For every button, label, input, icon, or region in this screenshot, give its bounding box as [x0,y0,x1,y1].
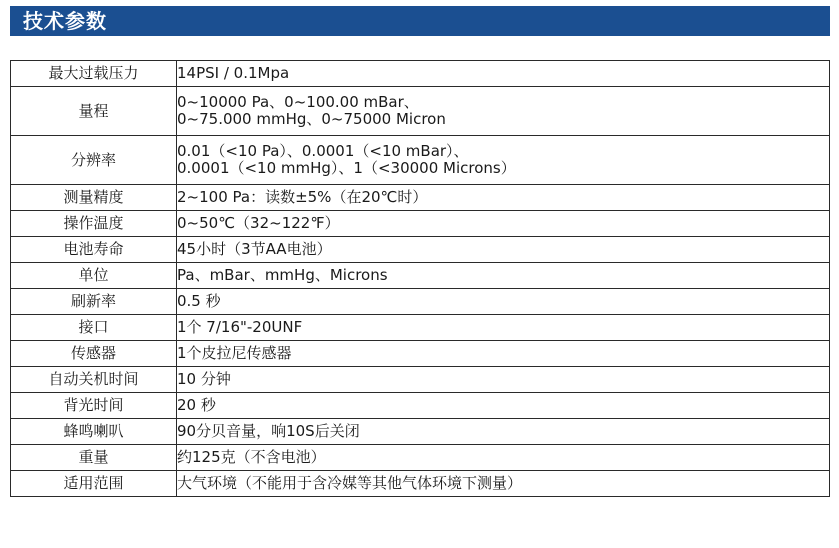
spec-value-line: 大气环境（不能用于含冷媒等其他气体环境下测量） [177,474,523,492]
spec-value-line: 0.5 秒 [177,292,221,310]
spec-value-line: 45小时（3节AA电池） [177,240,332,258]
spec-value-cell [177,61,830,87]
spec-row [11,87,830,136]
spec-row [11,445,830,471]
spec-value-line: 0.01（<10 Pa）、0.0001（<10 mBar）、 [177,142,469,160]
spec-row [11,393,830,419]
spec-value-line: 1个皮拉尼传感器 [177,344,292,362]
spec-value-cell [177,211,830,237]
spec-value-line: Pa、mBar、mmHg、Microns [177,266,388,284]
spec-value-line: 0~75.000 mmHg、0~75000 Micron [177,110,446,128]
spec-value-cell [177,445,830,471]
spec-value-line: 14PSI / 0.1Mpa [177,64,290,82]
spec-name-cell: 自动关机时间 [11,367,177,393]
spec-name-cell: 电池寿命 [11,237,177,263]
spec-name-cell: 背光时间 [11,393,177,419]
spec-value-cell [177,341,830,367]
spec-row [11,61,830,87]
spec-name-cell: 重量 [11,445,177,471]
spec-name-cell: 接口 [11,315,177,341]
spec-name-cell: 量程 [11,87,177,136]
spec-value-cell [177,263,830,289]
spec-name-cell: 测量精度 [11,185,177,211]
spec-value-cell [177,289,830,315]
spec-row [11,211,830,237]
spec-row [11,263,830,289]
spec-value-cell [177,393,830,419]
spec-value-cell [177,419,830,445]
spec-name-cell: 分辨率 [11,136,177,185]
spec-value-line: 1个 7/16"-20UNF [177,318,303,336]
spec-row [11,315,830,341]
spec-value-cell [177,185,830,211]
spec-table [10,60,830,497]
spec-row [11,471,830,497]
spec-row [11,367,830,393]
spec-value-line: 0~50℃（32~122℉） [177,214,340,232]
spec-value-cell [177,367,830,393]
spec-value-line: 20 秒 [177,396,216,414]
spec-value-line: 0~10000 Pa、0~100.00 mBar、 [177,93,419,111]
spec-name-cell: 最大过载压力 [11,61,177,87]
spec-row [11,289,830,315]
spec-value-line: 90分贝音量，响10S后关闭 [177,422,360,440]
spec-name-cell: 操作温度 [11,211,177,237]
spec-name-cell: 传感器 [11,341,177,367]
spec-value-cell [177,237,830,263]
spec-row [11,237,830,263]
spec-name-cell: 单位 [11,263,177,289]
spec-value-line: 约125克（不含电池） [177,448,326,466]
spec-name-cell: 适用范围 [11,471,177,497]
section-title: 技术参数 [23,9,107,33]
spec-name-cell: 蜂鸣喇叭 [11,419,177,445]
spec-value-line: 0.0001（<10 mmHg）、1（<30000 Microns） [177,159,516,177]
spec-row [11,419,830,445]
spec-row [11,341,830,367]
spec-row [11,185,830,211]
spec-value-cell [177,136,830,185]
spec-value-cell [177,471,830,497]
spec-row [11,136,830,185]
spec-value-line: 10 分钟 [177,370,231,388]
spec-table-body [11,61,830,497]
spec-value-line: 2~100 Pa：读数±5%（在20℃时） [177,188,428,206]
spec-value-cell [177,87,830,136]
section-header-bar [10,6,830,36]
spec-name-cell: 刷新率 [11,289,177,315]
spec-value-cell [177,315,830,341]
